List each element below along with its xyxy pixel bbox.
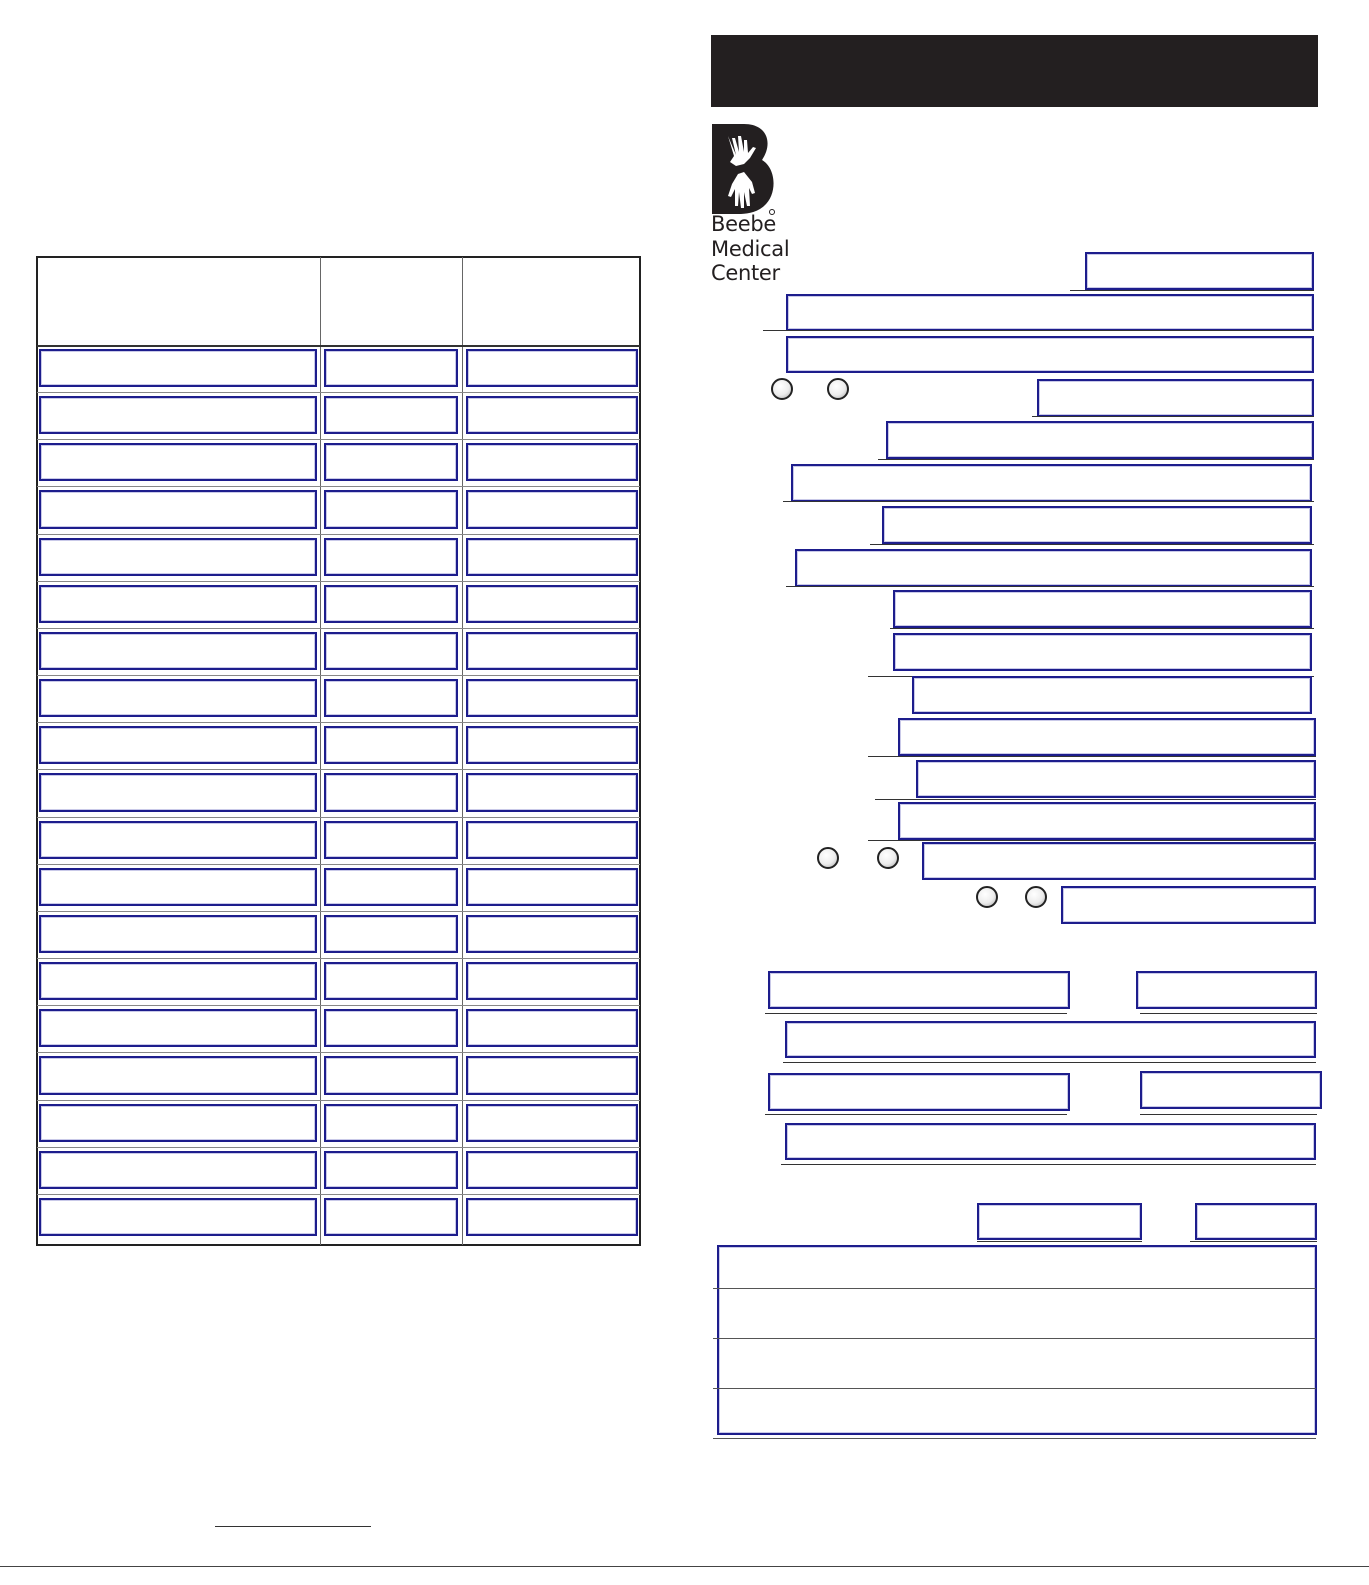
table-row-divider	[37, 439, 640, 440]
table-row-divider	[37, 722, 640, 723]
table-cell-field[interactable]	[466, 1151, 638, 1189]
logo-line-3: Center	[711, 261, 780, 285]
form-field-row-20-left[interactable]	[977, 1203, 1142, 1240]
table-cell-field[interactable]	[466, 538, 638, 576]
table-row-divider	[37, 581, 640, 582]
form-field-row-10[interactable]	[912, 676, 1312, 714]
table-cell-field[interactable]	[466, 915, 638, 953]
table-cell-field[interactable]	[324, 1151, 458, 1189]
table-cell-field[interactable]	[324, 490, 458, 528]
form-field-row-20-right[interactable]	[1195, 1203, 1317, 1240]
table-cell-field[interactable]	[324, 1056, 458, 1094]
form-field-row-12[interactable]	[916, 760, 1316, 798]
form-field-row-19[interactable]	[785, 1123, 1316, 1160]
form-field-row-9[interactable]	[893, 633, 1312, 671]
comments-ruled-line	[713, 1438, 1316, 1439]
field-underline	[875, 799, 1316, 800]
field-underline	[890, 628, 1314, 629]
table-cell-field[interactable]	[39, 349, 317, 387]
table-row-divider	[37, 1147, 640, 1148]
comments-ruled-line	[713, 1388, 1316, 1389]
field-underline	[868, 756, 1316, 757]
table-row-divider	[37, 392, 640, 393]
form-field-row-13[interactable]	[898, 802, 1316, 840]
table-cell-field[interactable]	[466, 1056, 638, 1094]
table-cell-field[interactable]	[466, 773, 638, 811]
table-cell-field[interactable]	[39, 962, 317, 1000]
table-row-divider	[37, 769, 640, 770]
field-underline	[783, 501, 1314, 502]
field-underline	[977, 1241, 1142, 1242]
table-cell-field[interactable]	[324, 868, 458, 906]
field-underline	[765, 1013, 1067, 1014]
table-cell-field[interactable]	[39, 443, 317, 481]
radio-button[interactable]	[817, 847, 839, 869]
table-cell-field[interactable]	[466, 490, 638, 528]
table-cell-field[interactable]	[324, 585, 458, 623]
logo-wordmark	[711, 212, 821, 286]
table-cell-field[interactable]	[39, 1056, 317, 1094]
field-underline	[765, 1114, 1067, 1115]
table-row-divider	[37, 628, 640, 629]
form-field-row-18-left[interactable]	[768, 1073, 1070, 1111]
table-column-divider	[462, 257, 463, 1245]
field-underline	[868, 840, 1316, 841]
table-cell-field[interactable]	[466, 868, 638, 906]
table-cell-field[interactable]	[324, 1009, 458, 1047]
table-cell-field[interactable]	[39, 679, 317, 717]
form-field-row-8[interactable]	[893, 590, 1312, 628]
form-field-row-3[interactable]	[1037, 379, 1314, 417]
table-row-divider	[37, 817, 640, 818]
table-cell-field[interactable]	[466, 396, 638, 434]
table-cell-field[interactable]	[39, 868, 317, 906]
table-row-divider	[37, 486, 640, 487]
table-cell-field[interactable]	[324, 1198, 458, 1236]
table-header-divider	[37, 345, 640, 347]
form-field-row-16-left[interactable]	[768, 971, 1070, 1009]
table-cell-field[interactable]	[324, 679, 458, 717]
field-underline	[781, 1164, 1316, 1165]
field-underline	[786, 586, 1314, 587]
table-cell-field[interactable]	[39, 821, 317, 859]
comments-ruled-line	[713, 1338, 1316, 1339]
radio-button[interactable]	[976, 886, 998, 908]
table-cell-field[interactable]	[39, 1009, 317, 1047]
field-underline	[870, 544, 1314, 545]
form-field-row-18-right[interactable]	[1140, 1071, 1322, 1109]
comments-textarea[interactable]	[717, 1245, 1317, 1435]
table-cell-field[interactable]	[39, 396, 317, 434]
form-field-row-6[interactable]	[882, 506, 1312, 544]
table-row-divider	[37, 864, 640, 865]
form-field-row-15[interactable]	[1061, 886, 1316, 924]
form-field-row-17[interactable]	[785, 1021, 1316, 1058]
table-cell-field[interactable]	[39, 773, 317, 811]
field-underline	[1032, 416, 1314, 417]
table-column-divider	[320, 257, 321, 1245]
table-cell-field[interactable]	[466, 443, 638, 481]
table-cell-field[interactable]	[324, 726, 458, 764]
page-bottom-rule	[0, 1566, 1369, 1567]
table-row-divider	[37, 1005, 640, 1006]
form-field-row-2[interactable]	[786, 336, 1314, 373]
table-row-divider	[37, 1100, 640, 1101]
field-underline	[1140, 1013, 1317, 1014]
logo-line-1: Beebe	[711, 212, 776, 236]
table-row-divider	[37, 534, 640, 535]
field-underline	[1190, 1241, 1317, 1242]
form-field-row-1[interactable]	[786, 294, 1314, 331]
table-cell-field[interactable]	[466, 962, 638, 1000]
header-banner	[711, 35, 1318, 107]
table-row-divider	[37, 958, 640, 959]
radio-button[interactable]	[771, 378, 793, 400]
radio-button[interactable]	[1025, 886, 1047, 908]
table-cell-field[interactable]	[466, 1104, 638, 1142]
signature-line	[215, 1526, 371, 1527]
table-row-divider	[37, 675, 640, 676]
table-cell-field[interactable]	[466, 821, 638, 859]
table-cell-field[interactable]	[39, 585, 317, 623]
table-cell-field[interactable]	[324, 821, 458, 859]
field-underline	[783, 1062, 1316, 1063]
table-cell-field[interactable]	[39, 726, 317, 764]
table-cell-field[interactable]	[466, 1198, 638, 1236]
form-field-row-16-right[interactable]	[1136, 971, 1317, 1009]
table-cell-field[interactable]	[324, 1104, 458, 1142]
form-field-row-11[interactable]	[898, 718, 1316, 756]
table-cell-field[interactable]	[39, 1198, 317, 1236]
table-cell-field[interactable]	[39, 1151, 317, 1189]
table-cell-field[interactable]	[466, 349, 638, 387]
table-cell-field[interactable]	[324, 396, 458, 434]
table-cell-field[interactable]	[39, 538, 317, 576]
form-field-row-4[interactable]	[886, 421, 1314, 459]
table-cell-field[interactable]	[324, 915, 458, 953]
table-row-divider	[37, 911, 640, 912]
table-cell-field[interactable]	[466, 726, 638, 764]
radio-button[interactable]	[877, 847, 899, 869]
table-cell-field[interactable]	[466, 1009, 638, 1047]
field-underline	[1070, 290, 1314, 291]
form-field-top-right[interactable]	[1085, 252, 1314, 290]
table-cell-field[interactable]	[39, 490, 317, 528]
table-cell-field[interactable]	[324, 632, 458, 670]
table-row-divider	[37, 1052, 640, 1053]
table-cell-field[interactable]	[466, 632, 638, 670]
table-cell-field[interactable]	[466, 679, 638, 717]
field-underline	[763, 330, 1314, 331]
field-underline	[1140, 1114, 1317, 1115]
comments-ruled-line	[713, 1288, 1316, 1289]
table-cell-field[interactable]	[324, 773, 458, 811]
table-cell-field[interactable]	[324, 538, 458, 576]
logo-line-2: Medical	[711, 236, 790, 261]
table-cell-field[interactable]	[39, 632, 317, 670]
table-cell-field[interactable]	[324, 443, 458, 481]
table-cell-field[interactable]	[324, 349, 458, 387]
form-field-row-7[interactable]	[795, 549, 1312, 587]
form-field-row-14[interactable]	[922, 842, 1316, 880]
table-cell-field[interactable]	[324, 962, 458, 1000]
beebe-hands-logo	[710, 122, 780, 216]
form-field-row-5[interactable]	[791, 464, 1312, 502]
table-row-divider	[37, 1194, 640, 1195]
field-underline	[878, 459, 1314, 460]
table-cell-field[interactable]	[39, 1104, 317, 1142]
radio-button[interactable]	[827, 378, 849, 400]
table-cell-field[interactable]	[39, 915, 317, 953]
table-cell-field[interactable]	[466, 585, 638, 623]
